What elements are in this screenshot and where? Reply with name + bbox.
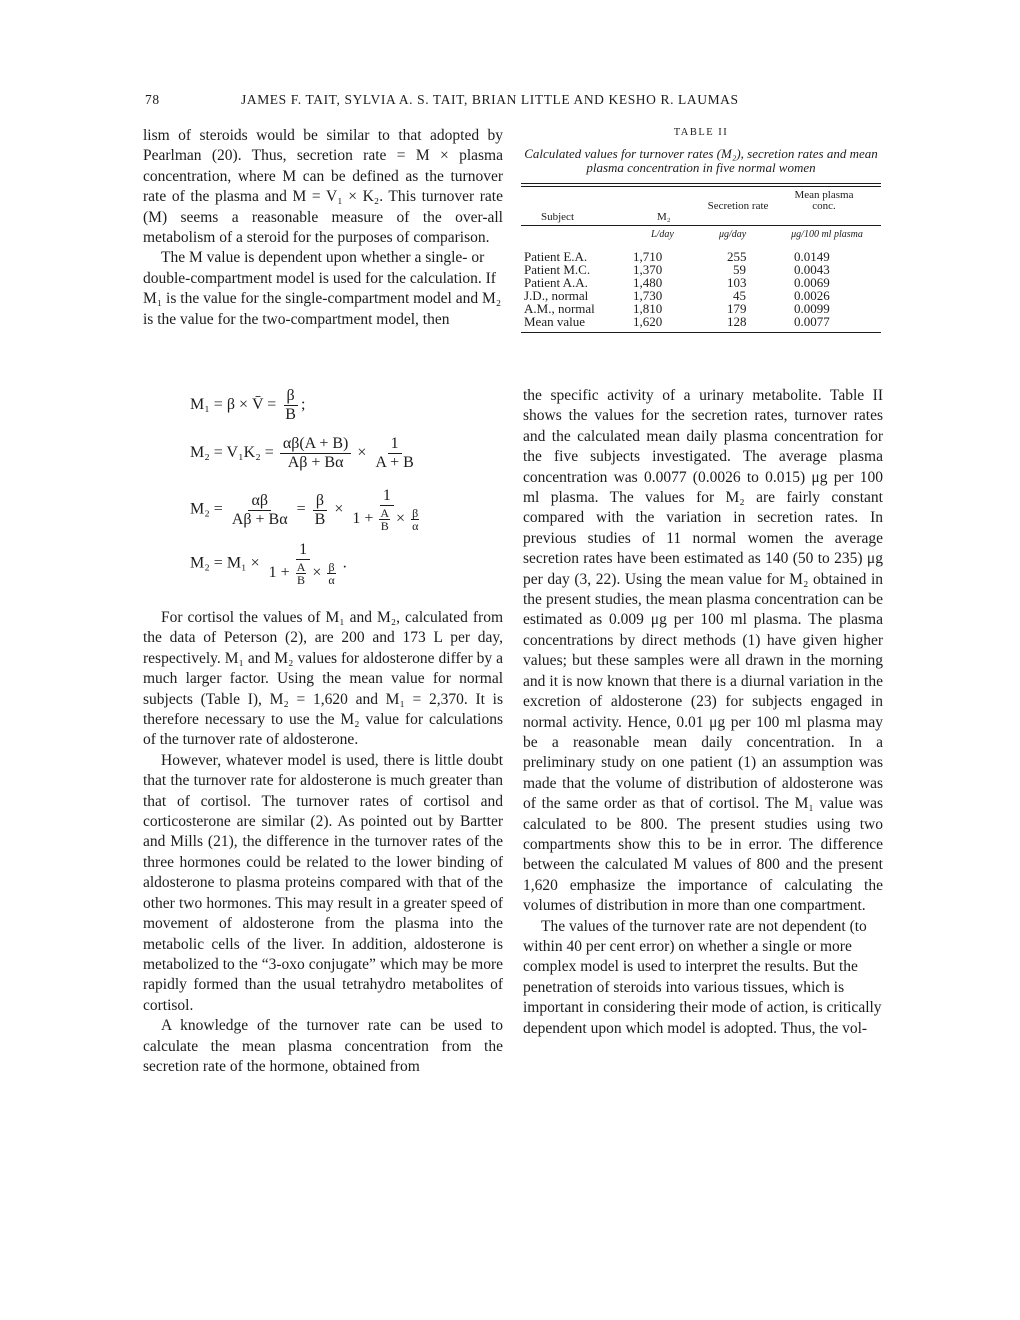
table-row: Patient E.A. 1,710 255 0.0149 bbox=[524, 249, 830, 264]
table-ii bbox=[521, 127, 881, 333]
table-caption: TABLE II bbox=[673, 127, 729, 138]
paragraph: lism of steroids would be similar to that adopted by Pearlman (20). Thus, secretion rate = M × plasma concentration, where M can be defined as the turnover rate of the plasma and M = V₁ × K₂. This turnover rate (M) seems a reasonable measure of the over-all metabolism of a steroid for the purposes of comparison. bbox=[143, 127, 503, 247]
equation-4: M₂ = M₁ × 1 1 + $\frac{A}{B}$ × $\frac{\beta}{\alpha}$ . bbox=[190, 541, 347, 587]
table-rule-bottom bbox=[521, 332, 881, 333]
table-title: Calculated values for turnover rates (M₂), secretion rates and mean plasma concentration in five normal women bbox=[524, 146, 878, 175]
paragraph: However, whatever model is used, there is little doubt that the turnover rate for aldosterone is much greater than that of cortisol. The turnover rates of cortisol and corticosterone are similar (2). As pointed out by Bartter and Mills (21), the difference in the turnover rates of the three hormones could be related to the lower binding of aldosterone to plasma proteins compared with that of the other two hormones. This may result in a greater speed of movement of aldosterone from the plasma into the metabolic cells of the liver. In addition, aldosterone is metabolized to the “3-oxo conjugate” which may be more rapidly formed than the usual tetrahydro metabolites of cortisol. bbox=[143, 751, 503, 1014]
equation-3: M₂ = $\frac{\alpha\beta}{A\beta + B\alpha}$ = $\frac{\beta}{B}$ × 1 1 + $\frac{A}{B}$ × $\frac{\beta}{\alpha}$ bbox=[190, 487, 419, 533]
paragraph: For cortisol the values of M₁ and M₂, calculated from the data of Peterson (2), are 200 and 173 L per day, respectively. M₁ and M₂ values for aldosterone differ by a much larger factor. Using the mean value for normal subjects (Table I), M₂ = 1,620 and M₁ = 2,370. It is therefore necessary to use the M₂ value for calculations of the turnover rate of aldosterone. bbox=[143, 609, 503, 749]
unit-m2: L/day bbox=[651, 229, 674, 240]
table-row: Mean value 1,620 128 0.0077 bbox=[524, 314, 830, 329]
page-number: 78 bbox=[145, 92, 160, 107]
unit-mean: μg/100 ml plasma bbox=[791, 229, 863, 240]
paragraph: The values of the turnover rate are not dependent (to within 40 per cent error) on whether a single or more complex model is used to interpret the results. But the penetration of steroids into various tissues, which is important in considering their mode of action, is critically dependent upon which model is adopted. Thus, the vol- bbox=[523, 917, 882, 1037]
right-column-bottom bbox=[523, 386, 883, 1039]
header-mean: Mean plasma conc. bbox=[794, 189, 854, 212]
table-row: A.M., normal 1,810 179 0.0099 bbox=[524, 301, 830, 316]
left-column-top bbox=[143, 126, 503, 330]
table-row: J.D., normal 1,730 45 0.0026 bbox=[524, 288, 830, 303]
author-line: JAMES F. TAIT, SYLVIA A. S. TAIT, BRIAN LITTLE AND KESHO R. LAUMAS bbox=[241, 92, 739, 107]
table-rule-top bbox=[521, 183, 881, 184]
header-m2: M₂ bbox=[657, 211, 671, 223]
left-column-bottom bbox=[143, 608, 503, 1077]
table-header-row bbox=[521, 187, 881, 225]
header-subject: Subject bbox=[541, 211, 574, 223]
running-header bbox=[145, 92, 880, 114]
table-body bbox=[521, 250, 881, 328]
paragraph: the specific activity of a urinary metabolite. Table II shows the values for the secretion rates, turnover rates and the calculated mean daily plasma concentration for the five subjects investigated. The average plasma concentration was 0.0077 (0.0026 to 0.015) μg per 100 ml plasma. The values for M₂ are fairly constant compared with the variation in secretion rates. In previous studies of 11 normal women the average secretion rates have been estimated as 140 (50 to 235) μg per day (3, 22). Using the mean value for M₂ obtained in the present studies, the mean plasma concentration can be estimated as 0.009 μg per 100 ml plasma. The plasma concentrations by direct methods (1) have given higher values; but these samples were all drawn in the morning and it is now known that there is a diurnal variation in the excretion of aldosterone (23) for subjects engaged in normal activity. Hence, 0.01 μg per 100 ml plasma may be a reasonable mean daily concentration. In a preliminary study on one patient (1) an assumption was made that the volume of distribution of aldosterone was of the same order as that of cortisol. The M₁ value was calculated to be 800. The present studies using two compartments show this to be in error. The difference between the calculated M values of 800 and the present 1,620 emphasize the importance of calculating the volumes of distribution in more than one compartment. bbox=[523, 387, 883, 915]
equation-2: M₂ = V₁K₂ = $\frac{\alpha\beta(A + B)}{A\beta + B\alpha}$ × $\frac{1}{A + B}$ bbox=[190, 435, 414, 471]
paragraph: The M value is dependent upon whether a single- or double-compartment model is used for the calculation. If M₁ is the value for the single-compartment model and M₂ is the value for the two-compartment model, then bbox=[143, 249, 502, 328]
unit-secretion: μg/day bbox=[719, 229, 747, 240]
paragraph: A knowledge of the turnover rate can be used to calculate the mean plasma concentration from the secretion rate of the hormone, obtained from bbox=[143, 1017, 503, 1075]
table-row: Patient M.C. 1,370 59 0.0043 bbox=[524, 262, 830, 277]
header-secretion: Secretion rate bbox=[707, 200, 769, 212]
equation-1: M₁ = β × V̄ = $\frac{\beta}{B}$ ; bbox=[190, 387, 306, 423]
table-row: Patient A.A. 1,480 103 0.0069 bbox=[524, 275, 830, 290]
table-units-row bbox=[521, 226, 881, 248]
